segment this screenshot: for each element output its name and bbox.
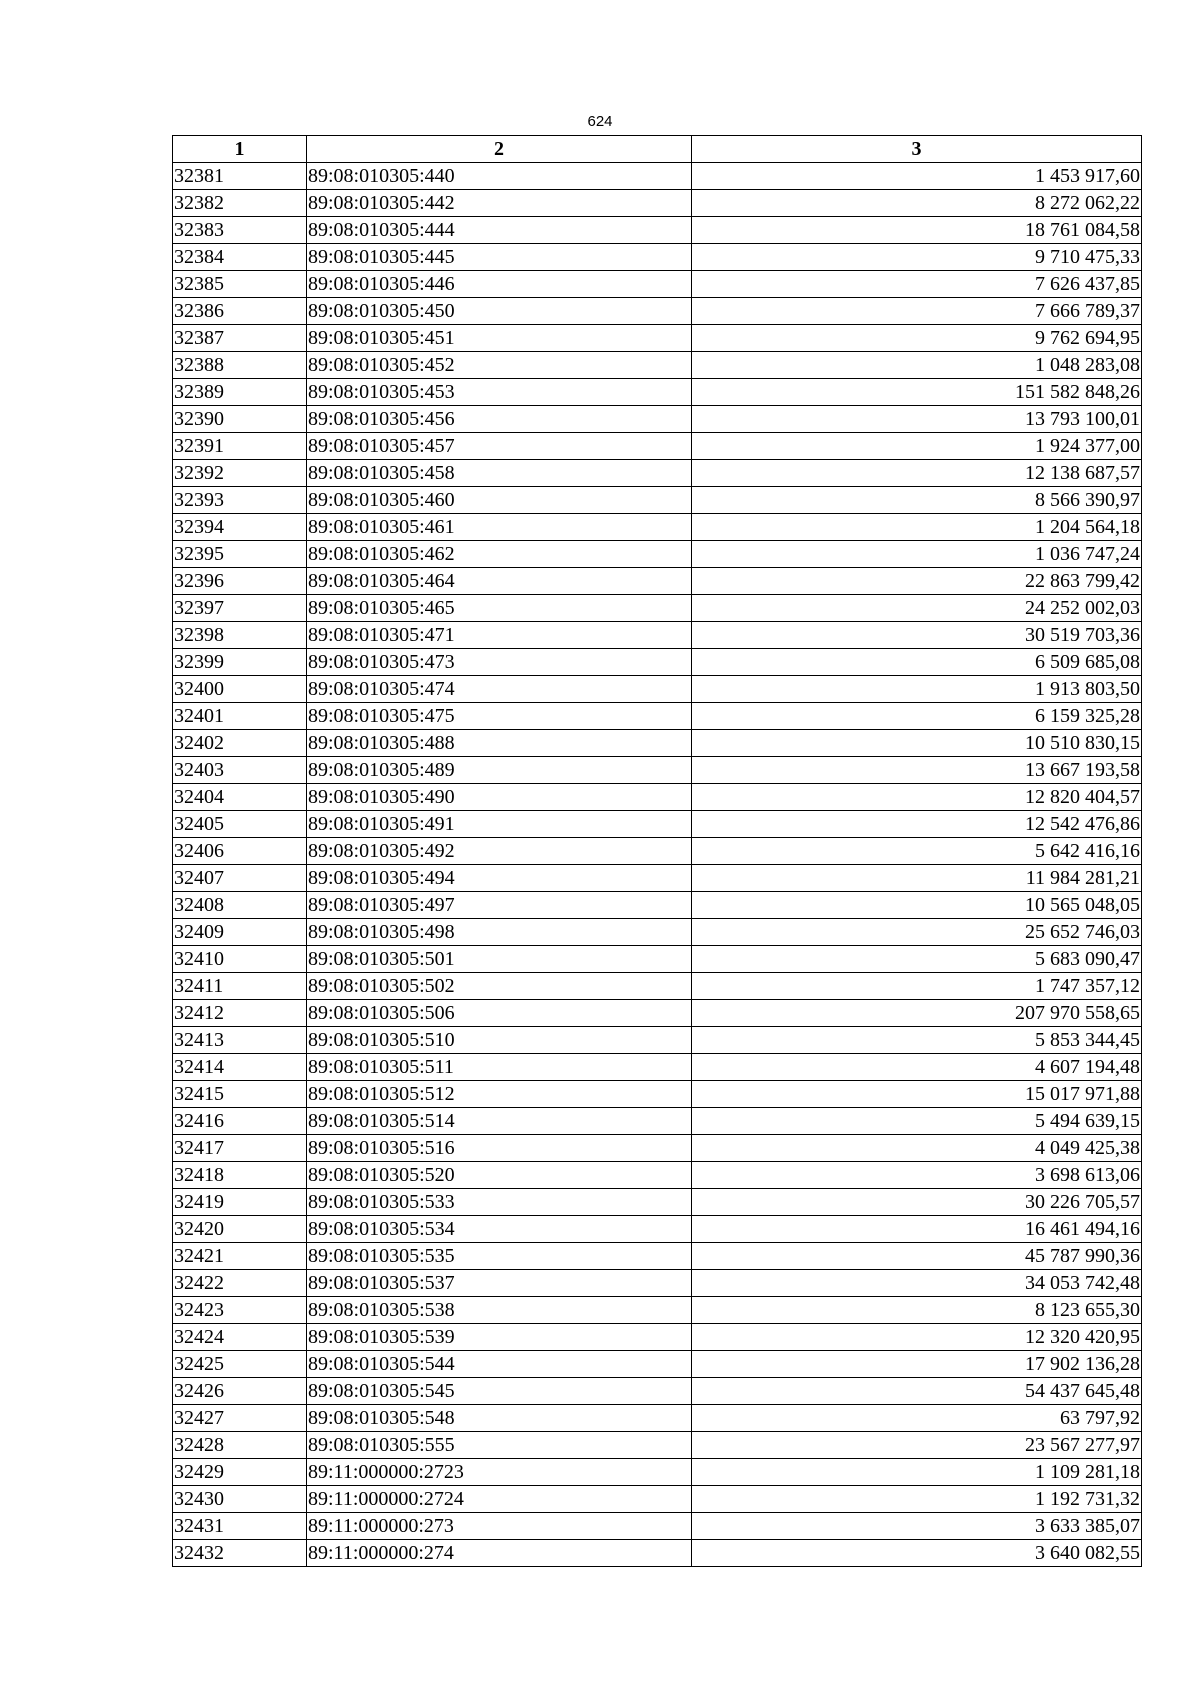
- cadastral-number: 89:08:010305:501: [307, 946, 692, 973]
- cadastral-value: 7 626 437,85: [692, 271, 1142, 298]
- cadastral-value: 12 138 687,57: [692, 460, 1142, 487]
- cadastral-number: 89:08:010305:497: [307, 892, 692, 919]
- cadastral-number: 89:08:010305:488: [307, 730, 692, 757]
- cadastral-number: 89:08:010305:502: [307, 973, 692, 1000]
- cadastral-number: 89:08:010305:506: [307, 1000, 692, 1027]
- column-header-2: 2: [307, 136, 692, 163]
- cadastral-value: 13 667 193,58: [692, 757, 1142, 784]
- cadastral-number: 89:08:010305:457: [307, 433, 692, 460]
- row-number: 32431: [173, 1513, 307, 1540]
- row-number: 32397: [173, 595, 307, 622]
- cadastral-number: 89:08:010305:491: [307, 811, 692, 838]
- cadastral-number: 89:08:010305:539: [307, 1324, 692, 1351]
- row-number: 32385: [173, 271, 307, 298]
- row-number: 32405: [173, 811, 307, 838]
- cadastral-number: 89:08:010305:516: [307, 1135, 692, 1162]
- row-number: 32401: [173, 703, 307, 730]
- cadastral-value: 8 123 655,30: [692, 1297, 1142, 1324]
- cadastral-number: 89:08:010305:555: [307, 1432, 692, 1459]
- table-row: [173, 622, 1142, 649]
- cadastral-value: 1 048 283,08: [692, 352, 1142, 379]
- table-header: [173, 136, 1142, 163]
- cadastral-number: 89:08:010305:464: [307, 568, 692, 595]
- table-row: [173, 973, 1142, 1000]
- table-row: [173, 1405, 1142, 1432]
- cadastral-value: 3 633 385,07: [692, 1513, 1142, 1540]
- row-number: 32390: [173, 406, 307, 433]
- cadastral-number: 89:08:010305:456: [307, 406, 692, 433]
- row-number: 32424: [173, 1324, 307, 1351]
- row-number: 32432: [173, 1540, 307, 1567]
- cadastral-value: 6 509 685,08: [692, 649, 1142, 676]
- cadastral-number: 89:08:010305:450: [307, 298, 692, 325]
- table-row: [173, 730, 1142, 757]
- table-row: [173, 946, 1142, 973]
- row-number: 32396: [173, 568, 307, 595]
- table-row: [173, 487, 1142, 514]
- table-row: [173, 190, 1142, 217]
- row-number: 32382: [173, 190, 307, 217]
- cadastral-number: 89:08:010305:444: [307, 217, 692, 244]
- row-number: 32399: [173, 649, 307, 676]
- row-number: 32384: [173, 244, 307, 271]
- table-row: [173, 1189, 1142, 1216]
- row-number: 32394: [173, 514, 307, 541]
- row-number: 32412: [173, 1000, 307, 1027]
- table-row: [173, 568, 1142, 595]
- cadastral-value: 16 461 494,16: [692, 1216, 1142, 1243]
- cadastral-value: 5 494 639,15: [692, 1108, 1142, 1135]
- row-number: 32418: [173, 1162, 307, 1189]
- cadastral-number: 89:08:010305:446: [307, 271, 692, 298]
- cadastral-value: 34 053 742,48: [692, 1270, 1142, 1297]
- cadastral-value: 12 542 476,86: [692, 811, 1142, 838]
- cadastral-value: 23 567 277,97: [692, 1432, 1142, 1459]
- row-number: 32408: [173, 892, 307, 919]
- row-number: 32416: [173, 1108, 307, 1135]
- cadastral-number: 89:11:000000:274: [307, 1540, 692, 1567]
- row-number: 32389: [173, 379, 307, 406]
- row-number: 32421: [173, 1243, 307, 1270]
- cadastral-number: 89:11:000000:2724: [307, 1486, 692, 1513]
- row-number: 32430: [173, 1486, 307, 1513]
- cadastral-number: 89:08:010305:442: [307, 190, 692, 217]
- cadastral-number: 89:08:010305:445: [307, 244, 692, 271]
- cadastral-value: 17 902 136,28: [692, 1351, 1142, 1378]
- row-number: 32409: [173, 919, 307, 946]
- cadastral-number: 89:08:010305:548: [307, 1405, 692, 1432]
- cadastral-value: 24 252 002,03: [692, 595, 1142, 622]
- table-row: [173, 163, 1142, 190]
- row-number: 32403: [173, 757, 307, 784]
- row-number: 32386: [173, 298, 307, 325]
- table-row: [173, 1513, 1142, 1540]
- table-row: [173, 595, 1142, 622]
- table-row: [173, 406, 1142, 433]
- table-row: [173, 865, 1142, 892]
- table-row: [173, 217, 1142, 244]
- cadastral-value: 1 109 281,18: [692, 1459, 1142, 1486]
- table-row: [173, 379, 1142, 406]
- table-row: [173, 1270, 1142, 1297]
- column-header-3: 3: [692, 136, 1142, 163]
- cadastral-number: 89:08:010305:492: [307, 838, 692, 865]
- cadastral-value: 15 017 971,88: [692, 1081, 1142, 1108]
- table-row: [173, 1324, 1142, 1351]
- cadastral-value: 12 820 404,57: [692, 784, 1142, 811]
- cadastral-number: 89:08:010305:451: [307, 325, 692, 352]
- cadastral-number: 89:11:000000:2723: [307, 1459, 692, 1486]
- cadastral-value: 10 565 048,05: [692, 892, 1142, 919]
- cadastral-value: 1 913 803,50: [692, 676, 1142, 703]
- cadastral-number: 89:08:010305:535: [307, 1243, 692, 1270]
- cadastral-value: 151 582 848,26: [692, 379, 1142, 406]
- row-number: 32427: [173, 1405, 307, 1432]
- header-row: [173, 136, 1142, 163]
- cadastral-value: 4 607 194,48: [692, 1054, 1142, 1081]
- row-number: 32411: [173, 973, 307, 1000]
- table-row: [173, 838, 1142, 865]
- table-row: [173, 1486, 1142, 1513]
- row-number: 32406: [173, 838, 307, 865]
- cadastral-number: 89:08:010305:490: [307, 784, 692, 811]
- cadastral-value-table: [172, 135, 1142, 1567]
- row-number: 32392: [173, 460, 307, 487]
- row-number: 32423: [173, 1297, 307, 1324]
- table-row: [173, 1297, 1142, 1324]
- table-row: [173, 541, 1142, 568]
- row-number: 32428: [173, 1432, 307, 1459]
- table-row: [173, 271, 1142, 298]
- row-number: 32381: [173, 163, 307, 190]
- cadastral-value: 5 683 090,47: [692, 946, 1142, 973]
- table-row: [173, 1162, 1142, 1189]
- row-number: 32395: [173, 541, 307, 568]
- cadastral-value: 207 970 558,65: [692, 1000, 1142, 1027]
- table-row: [173, 1351, 1142, 1378]
- cadastral-value: 30 226 705,57: [692, 1189, 1142, 1216]
- cadastral-number: 89:08:010305:498: [307, 919, 692, 946]
- table-row: [173, 1027, 1142, 1054]
- cadastral-value: 18 761 084,58: [692, 217, 1142, 244]
- row-number: 32404: [173, 784, 307, 811]
- table-row: [173, 1243, 1142, 1270]
- row-number: 32393: [173, 487, 307, 514]
- row-number: 32388: [173, 352, 307, 379]
- cadastral-value: 13 793 100,01: [692, 406, 1142, 433]
- cadastral-number: 89:08:010305:514: [307, 1108, 692, 1135]
- table-row: [173, 649, 1142, 676]
- cadastral-value: 4 049 425,38: [692, 1135, 1142, 1162]
- row-number: 32413: [173, 1027, 307, 1054]
- row-number: 32402: [173, 730, 307, 757]
- row-number: 32420: [173, 1216, 307, 1243]
- cadastral-number: 89:08:010305:534: [307, 1216, 692, 1243]
- cadastral-value: 5 642 416,16: [692, 838, 1142, 865]
- cadastral-number: 89:08:010305:510: [307, 1027, 692, 1054]
- cadastral-value: 63 797,92: [692, 1405, 1142, 1432]
- table-row: [173, 298, 1142, 325]
- cadastral-value: 22 863 799,42: [692, 568, 1142, 595]
- cadastral-value: 5 853 344,45: [692, 1027, 1142, 1054]
- table-row: [173, 1081, 1142, 1108]
- table-row: [173, 244, 1142, 271]
- column-header-1: 1: [173, 136, 307, 163]
- table-row: [173, 784, 1142, 811]
- cadastral-value: 54 437 645,48: [692, 1378, 1142, 1405]
- row-number: 32425: [173, 1351, 307, 1378]
- cadastral-value: 9 762 694,95: [692, 325, 1142, 352]
- cadastral-number: 89:08:010305:512: [307, 1081, 692, 1108]
- row-number: 32391: [173, 433, 307, 460]
- row-number: 32419: [173, 1189, 307, 1216]
- cadastral-value: 1 192 731,32: [692, 1486, 1142, 1513]
- cadastral-number: 89:08:010305:533: [307, 1189, 692, 1216]
- cadastral-value: 3 640 082,55: [692, 1540, 1142, 1567]
- row-number: 32414: [173, 1054, 307, 1081]
- row-number: 32429: [173, 1459, 307, 1486]
- cadastral-value: 1 036 747,24: [692, 541, 1142, 568]
- cadastral-number: 89:08:010305:440: [307, 163, 692, 190]
- cadastral-number: 89:08:010305:471: [307, 622, 692, 649]
- page-number: 624: [587, 113, 613, 130]
- cadastral-number: 89:08:010305:462: [307, 541, 692, 568]
- cadastral-number: 89:08:010305:475: [307, 703, 692, 730]
- cadastral-number: 89:08:010305:465: [307, 595, 692, 622]
- cadastral-number: 89:08:010305:511: [307, 1054, 692, 1081]
- cadastral-number: 89:08:010305:489: [307, 757, 692, 784]
- table-row: [173, 1054, 1142, 1081]
- row-number: 32387: [173, 325, 307, 352]
- cadastral-value: 1 924 377,00: [692, 433, 1142, 460]
- table-row: [173, 1540, 1142, 1567]
- cadastral-value: 7 666 789,37: [692, 298, 1142, 325]
- table-row: [173, 892, 1142, 919]
- cadastral-number: 89:08:010305:452: [307, 352, 692, 379]
- table-row: [173, 811, 1142, 838]
- row-number: 32407: [173, 865, 307, 892]
- row-number: 32426: [173, 1378, 307, 1405]
- cadastral-number: 89:08:010305:453: [307, 379, 692, 406]
- row-number: 32383: [173, 217, 307, 244]
- cadastral-value: 6 159 325,28: [692, 703, 1142, 730]
- table-row: [173, 1216, 1142, 1243]
- cadastral-number: 89:08:010305:538: [307, 1297, 692, 1324]
- row-number: 32400: [173, 676, 307, 703]
- table-row: [173, 1378, 1142, 1405]
- table-row: [173, 352, 1142, 379]
- row-number: 32417: [173, 1135, 307, 1162]
- table-row: [173, 514, 1142, 541]
- cadastral-value: 8 272 062,22: [692, 190, 1142, 217]
- cadastral-number: 89:11:000000:273: [307, 1513, 692, 1540]
- table-row: [173, 703, 1142, 730]
- table-row: [173, 919, 1142, 946]
- cadastral-number: 89:08:010305:460: [307, 487, 692, 514]
- cadastral-value: 10 510 830,15: [692, 730, 1142, 757]
- cadastral-value: 1 204 564,18: [692, 514, 1142, 541]
- table-row: [173, 757, 1142, 784]
- table-row: [173, 1000, 1142, 1027]
- table-row: [173, 1108, 1142, 1135]
- cadastral-value: 3 698 613,06: [692, 1162, 1142, 1189]
- cadastral-number: 89:08:010305:473: [307, 649, 692, 676]
- cadastral-number: 89:08:010305:474: [307, 676, 692, 703]
- table-body: [173, 163, 1142, 1567]
- cadastral-number: 89:08:010305:520: [307, 1162, 692, 1189]
- cadastral-value: 45 787 990,36: [692, 1243, 1142, 1270]
- cadastral-number: 89:08:010305:458: [307, 460, 692, 487]
- table-row: [173, 1432, 1142, 1459]
- cadastral-value: 8 566 390,97: [692, 487, 1142, 514]
- cadastral-number: 89:08:010305:537: [307, 1270, 692, 1297]
- cadastral-number: 89:08:010305:494: [307, 865, 692, 892]
- cadastral-number: 89:08:010305:544: [307, 1351, 692, 1378]
- table-row: [173, 460, 1142, 487]
- cadastral-value: 9 710 475,33: [692, 244, 1142, 271]
- row-number: 32422: [173, 1270, 307, 1297]
- cadastral-value: 1 747 357,12: [692, 973, 1142, 1000]
- row-number: 32398: [173, 622, 307, 649]
- cadastral-number: 89:08:010305:461: [307, 514, 692, 541]
- table-row: [173, 325, 1142, 352]
- cadastral-value: 1 453 917,60: [692, 163, 1142, 190]
- cadastral-value: 11 984 281,21: [692, 865, 1142, 892]
- cadastral-value: 12 320 420,95: [692, 1324, 1142, 1351]
- table-row: [173, 676, 1142, 703]
- cadastral-value: 25 652 746,03: [692, 919, 1142, 946]
- table-row: [173, 433, 1142, 460]
- row-number: 32410: [173, 946, 307, 973]
- row-number: 32415: [173, 1081, 307, 1108]
- cadastral-number: 89:08:010305:545: [307, 1378, 692, 1405]
- table-row: [173, 1135, 1142, 1162]
- table-row: [173, 1459, 1142, 1486]
- cadastral-value: 30 519 703,36: [692, 622, 1142, 649]
